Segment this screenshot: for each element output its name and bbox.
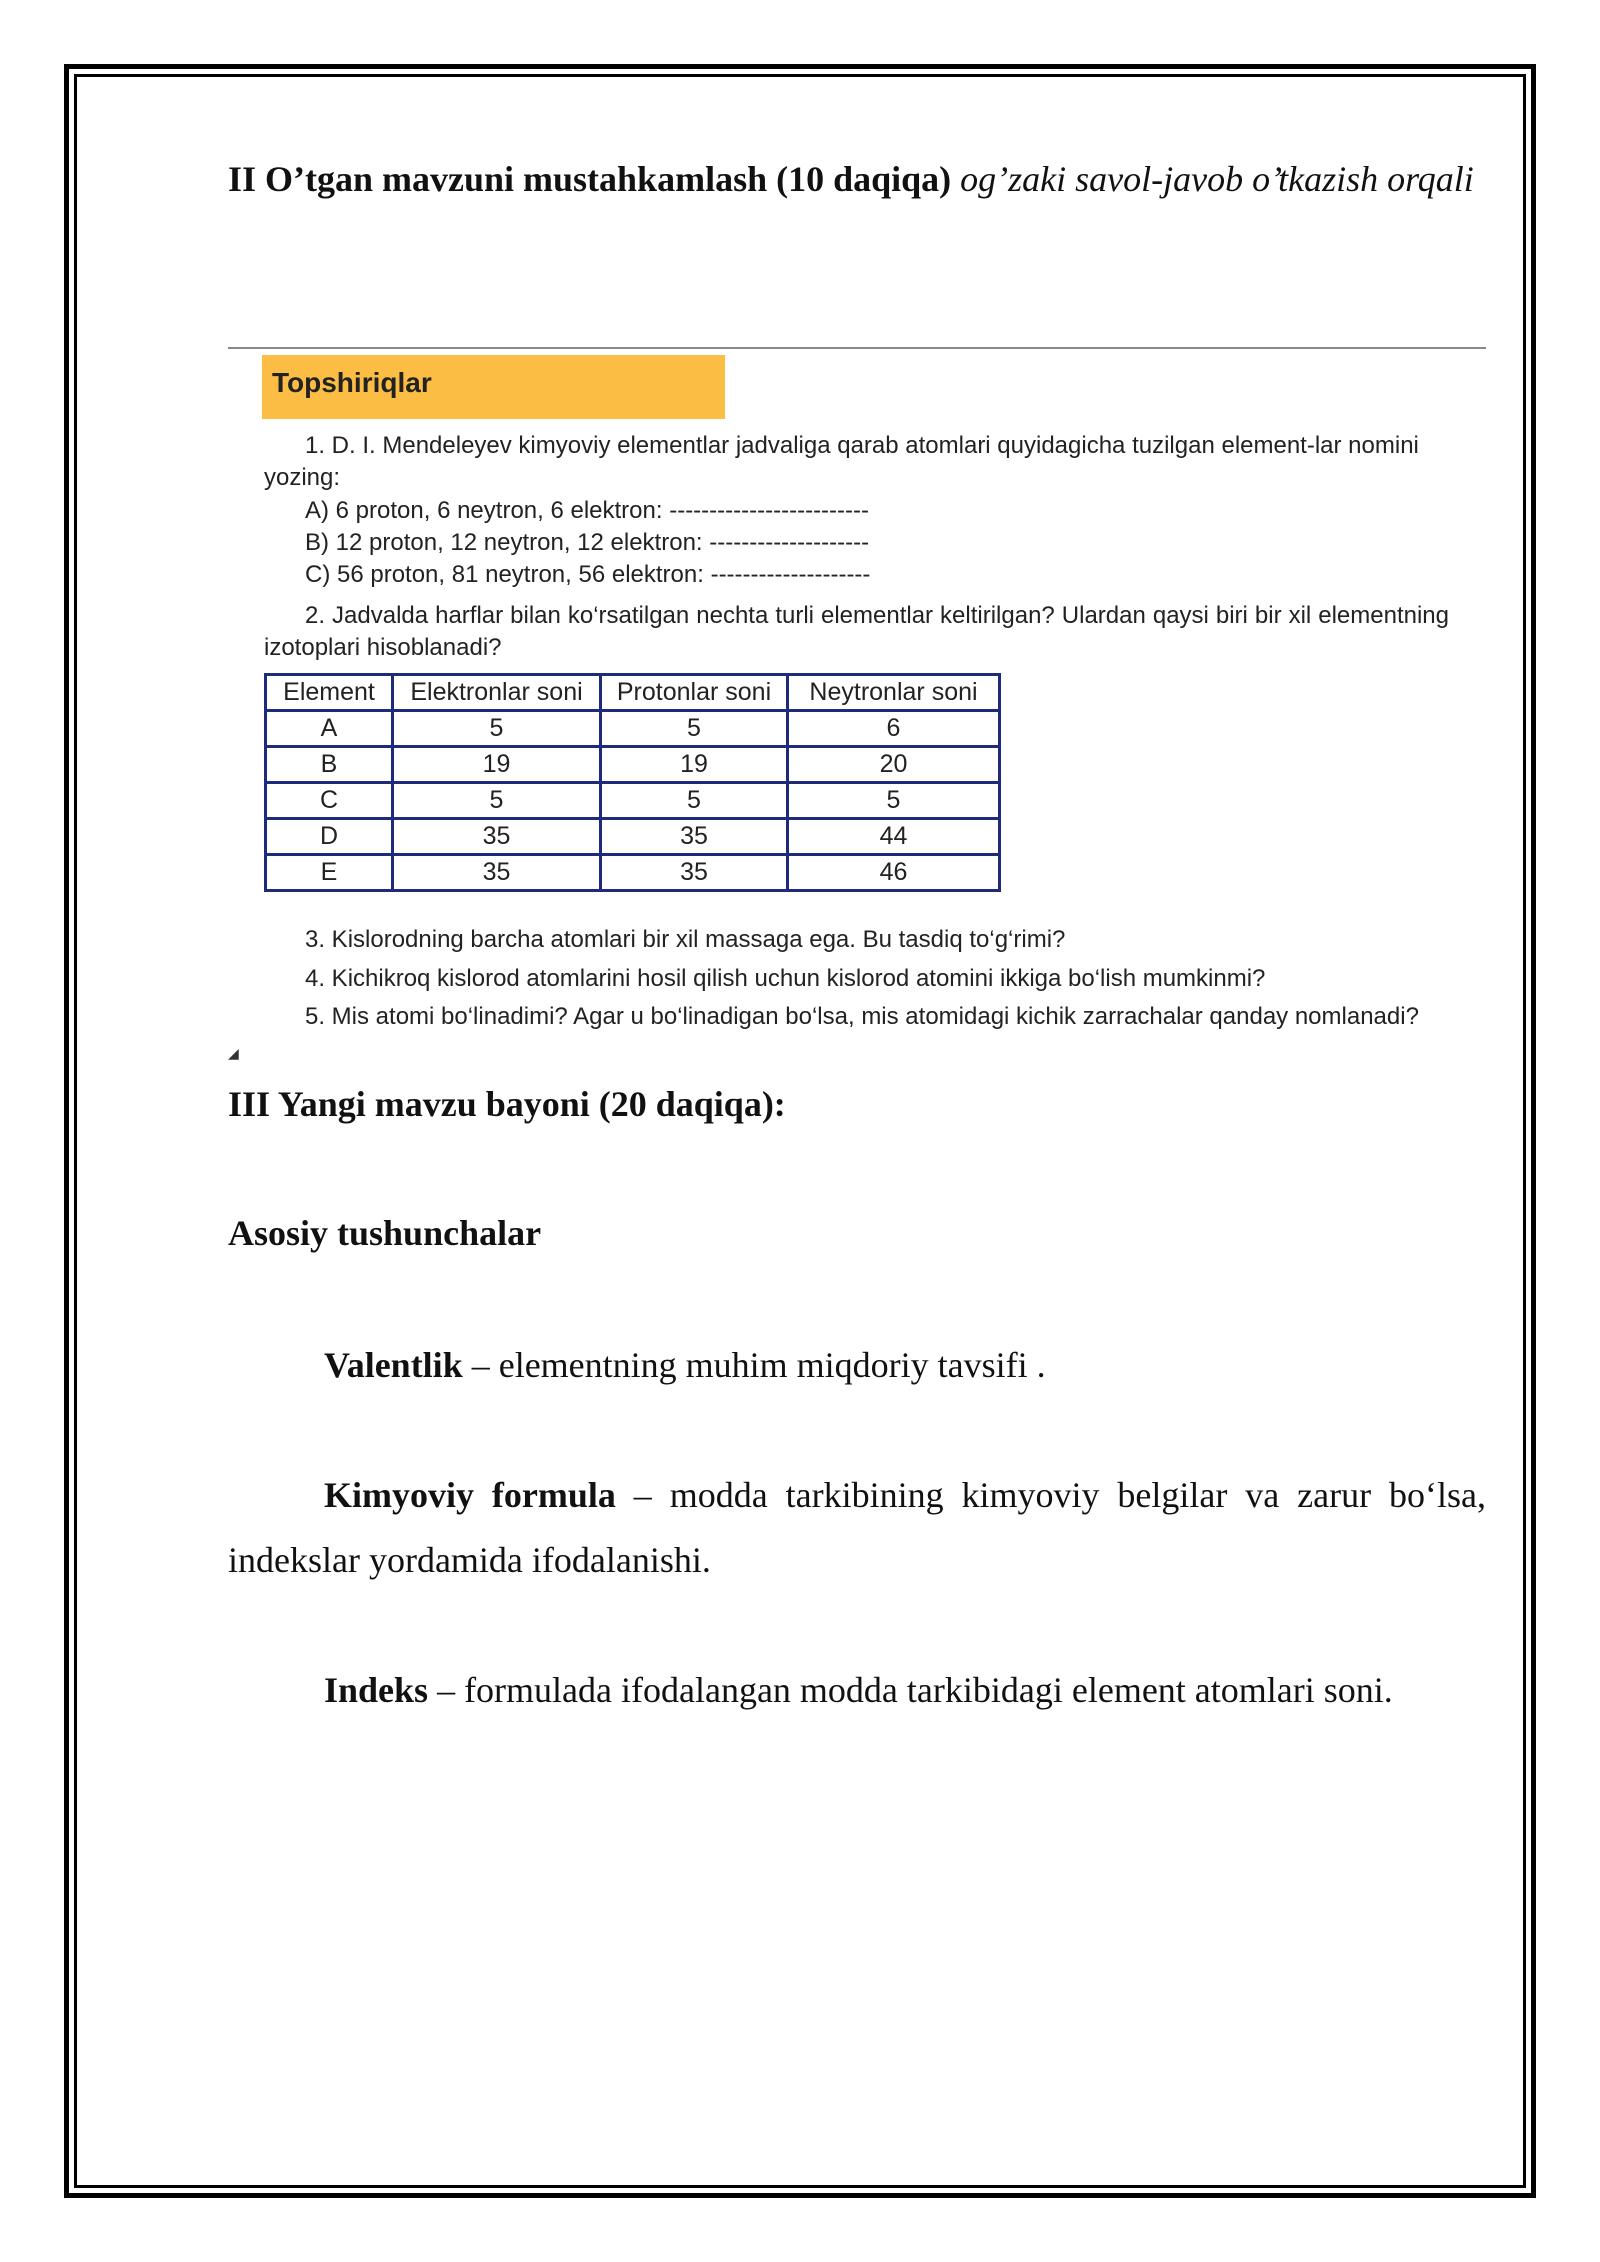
table-cell: 35: [601, 819, 788, 855]
table-row: [266, 855, 1000, 891]
elements-table: [264, 673, 1001, 892]
table-cell: 5: [601, 711, 788, 747]
question-4: 4. Kichikroq kislorod atomlarini hosil qilish uchun kislorod atomini ikkiga bo‘lish mumkinmi?: [305, 965, 1266, 992]
definition-text: – elementning muhim miqdoriy tavsifi .: [462, 1345, 1046, 1385]
definition-text: – modda tarkibining kimyoviy belgilar va zarur bo‘lsa, indekslar yordamida ifodalanishi.: [228, 1475, 1486, 1580]
table-cell: 5: [601, 783, 788, 819]
question-1-option-c: C) 56 proton, 81 neytron, 56 elektron: --------------------: [305, 561, 871, 588]
question-5: 5. Mis atomi bo‘linadimi? Agar u bo‘linadigan bo‘lsa, mis atomidagi kichik zarrachalar qanday nomlanadi?: [305, 1003, 1419, 1030]
definition-kimyoviy-formula: [228, 1463, 1486, 1593]
table-cell: B: [266, 747, 393, 783]
table-header-cell: Neytronlar soni: [788, 675, 1000, 711]
section-ii-heading: [228, 146, 1488, 212]
table-header-cell: Element: [266, 675, 393, 711]
table-cell: 19: [601, 747, 788, 783]
table-row: [266, 783, 1000, 819]
table-cell: 46: [788, 855, 1000, 891]
question-3: 3. Kislorodning barcha atomlari bir xil massaga ega. Bu tasdiq to‘g‘rimi?: [305, 926, 1066, 953]
asosiy-heading: Asosiy tushunchalar: [228, 1213, 542, 1253]
tasks-header-box: [262, 355, 725, 419]
table-cell: 20: [788, 747, 1000, 783]
corner-mark-icon: ◢: [228, 1045, 239, 1061]
table-cell: 35: [393, 855, 601, 891]
table-row: [266, 819, 1000, 855]
definition-term: Valentlik: [324, 1345, 463, 1385]
question-1-option-b: B) 12 proton, 12 neytron, 12 elektron: --------------------: [305, 529, 870, 556]
horizontal-rule: [228, 347, 1486, 349]
question-1-option-a: A) 6 proton, 6 neytron, 6 elektron: -------------------------: [305, 497, 870, 524]
tasks-header: Topshiriqlar: [272, 367, 432, 398]
table-cell: 35: [393, 819, 601, 855]
table-header-cell: Protonlar soni: [601, 675, 788, 711]
table-cell: 44: [788, 819, 1000, 855]
definition-term: Indeks: [324, 1670, 429, 1710]
definition-term: Kimyoviy formula: [324, 1475, 616, 1515]
definition-text: – formulada ifodalangan modda tarkibidagi element atomlari soni.: [428, 1670, 1393, 1710]
question-1: 1. D. I. Mendeleyev kimyoviy elementlar jadvaliga qarab atomlari quyidagicha tuzilgan element-lar nomini yozing:: [264, 432, 1419, 491]
table-cell: 19: [393, 747, 601, 783]
question-2: 2. Jadvalda harflar bilan ko‘rsatilgan nechta turli elementlar keltirilgan? Ulardan qaysi biri bir xil elementning izotoplari hisoblanadi?: [264, 602, 1449, 661]
table-cell: 35: [601, 855, 788, 891]
table-header-row: [266, 675, 1000, 711]
table-cell: D: [266, 819, 393, 855]
table-cell: 5: [788, 783, 1000, 819]
section-ii-title: II O’tgan mavzuni mustahkamlash (10 daqiqa): [228, 159, 952, 199]
table-cell: A: [266, 711, 393, 747]
table-cell: 5: [393, 711, 601, 747]
table-header-cell: Elektronlar soni: [393, 675, 601, 711]
table-cell: C: [266, 783, 393, 819]
table-cell: E: [266, 855, 393, 891]
definition-indeks: [228, 1658, 1486, 1723]
table-row: [266, 747, 1000, 783]
section-iii-heading: III Yangi mavzu bayoni (20 daqiqa):: [228, 1084, 786, 1124]
table-cell: 5: [393, 783, 601, 819]
table-cell: 6: [788, 711, 1000, 747]
table-row: [266, 711, 1000, 747]
section-ii-subtitle: og’zaki savol-javob o’tkazish orqali: [960, 159, 1474, 199]
definition-valentlik: [228, 1333, 1486, 1398]
